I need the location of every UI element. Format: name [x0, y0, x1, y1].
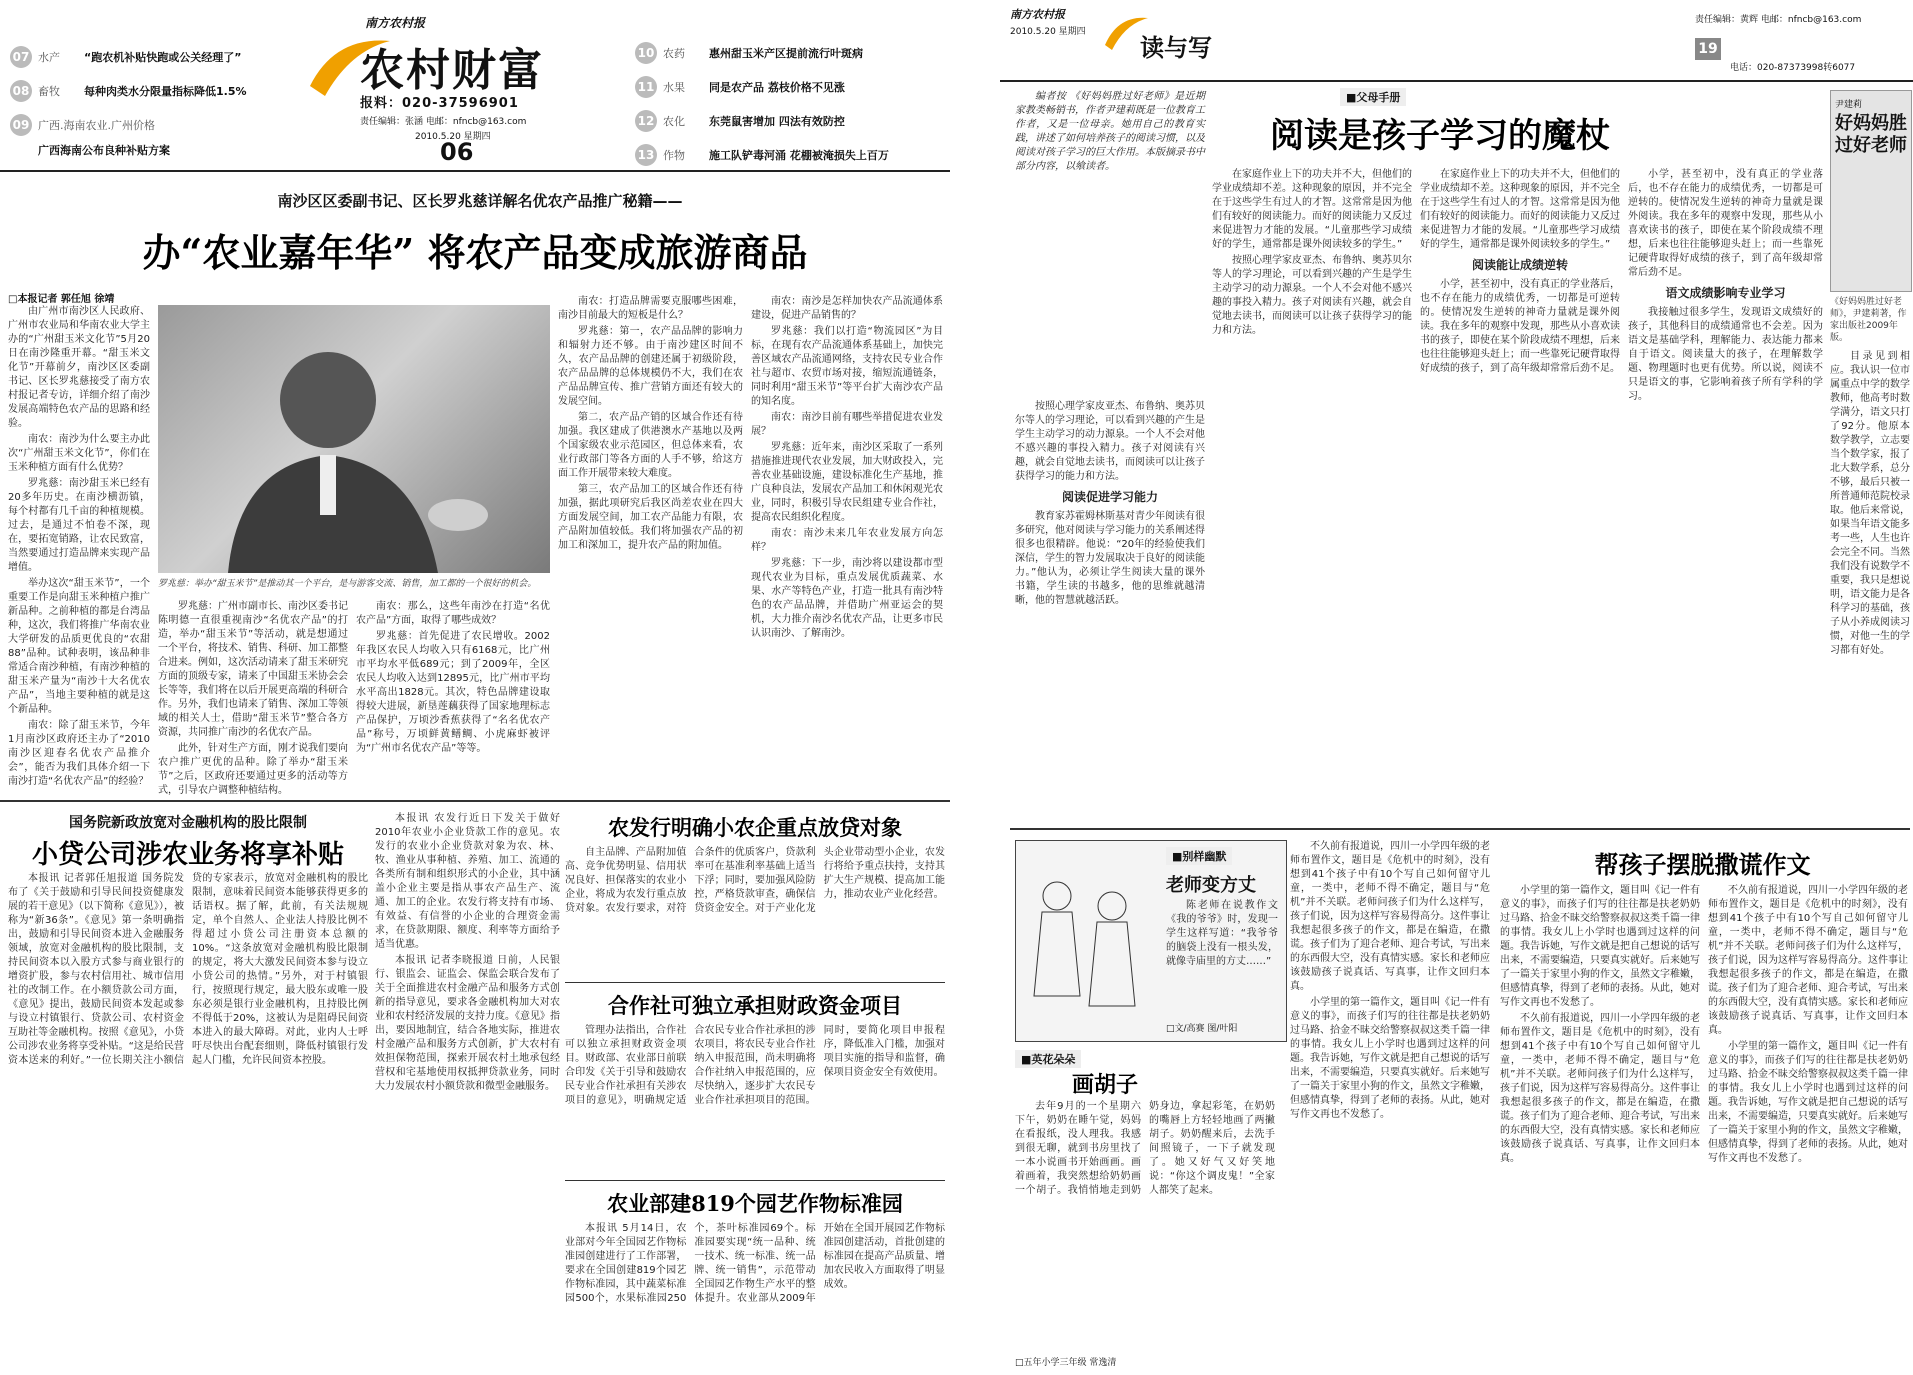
paragraph: 管理办法指出，合作社可以独立承担财政资金项目。财政部、农业部日前联合印发《关于引导和鼓励农民专业合作社承担有关涉农项目的意见》，明确规定适合农民专业合作社承担的涉农项目，将农民专业合作社纳入申报范围，尚未明确将合作社纳入申报范围的，应尽快纳入，逐步扩大农民专业合作社承担项目的范围。同时，要简化项目申报程序，降低准入门槛，加强对项目实施的指导和监督，确保项目资金安全有效使用。	[565, 1025, 945, 1106]
index-number: 08	[10, 80, 32, 102]
story4-headline: 合作社可独立承担财政资金项目	[608, 993, 902, 1018]
paragraph: 目录见到相应。我认识一位市属重点中学的数学教师，他高考时数学满分，语文只打了92分。他原本数学教学，立志要当个数学家，报了北大数学系，总分不够，最后只被一所普通师范院校录取。他后来常说，如果当年语文能多考一些，人生也许会完全不同。当然我们没有说数学不重要，我只是想说明，语文能力是各科学习的基础，孩子从小养成阅读习惯，对他一生的学习都有好处。	[1830, 351, 1910, 656]
section-title: 农村财富	[360, 45, 544, 96]
paragraph: 在家庭作业上下的功夫并不大，但他们的学业成绩却不差。这种现象的原因，并不完全在于这些学生有过人的才智。这常常是因为他们有较好的阅读能力。而好的阅读能力又反过来促进智力才能的发展。“儿童那些学习成绩好的学生，通常都是课外阅读较多的学生。”	[1420, 169, 1620, 250]
index-section: 作物	[663, 149, 685, 162]
paragraph: 此外，针对生产方面，刚才说我们要向农户推广更优的品种。除了举办“甜玉米节”之后，区政府还要通过更多的活动等方式，引导农户调整种植结构。	[158, 743, 348, 796]
index-number: 10	[635, 42, 657, 64]
paragraph: 自主品牌、产品附加值高、竞争优势明显、信用状况良好、担保落实的农业小企业，将成为农发行重点放贷对象。农发行要求，对符合条件的优质客户，贷款利率可在基准利率基础上适当下浮；同时，要加强风险防控，严格贷款审查，确保信贷资金安全。对于产业化龙头企业带动型小企业，农发行将给予重点扶持，支持其扩大生产规模、提高加工能力，推动农业产业化经营。	[565, 847, 945, 914]
main-column-2	[1212, 168, 1412, 818]
section-tag-humor: ■别样幽默	[1166, 847, 1232, 865]
paragraph: 小学里的第一篇作文，题目叫《记一件有意义的事》，而孩子们写的往往都是扶老奶奶过马路、拾金不昧交给警察叔叔这类千篇一律的事情。我女儿上小学时也遇到过这样的问题。我告诉她，写作文就是把自己想说的话写出来，不需要编造，只要真实就好。后来她写了一篇关于家里小狗的作文，虽然文字稚嫩，但感情真挚，得到了老师的表扬。从此，她对写作文再也不发愁了。	[1500, 885, 1700, 1008]
lead-column-3	[356, 600, 550, 790]
index-row[interactable]	[10, 108, 330, 142]
index-number: 07	[10, 46, 32, 68]
editor-line: 责任编辑：黄辉 电邮：nfncb@163.com	[1695, 15, 1862, 25]
essay-headline: 画胡子	[1071, 1072, 1138, 1098]
paragraph: 小学，甚至初中，没有真正的学业落后，也不存在能力的成绩优秀，一切都是可逆转的。使情况发生逆转的神奇力量就是课外阅读。我在多年的观察中发现，那些从小喜欢读书的孩子，即使在某个阶段成绩不理想，后来也往往能够迎头赶上；而一些靠死记硬背取得好成绩的孩子，到了高年级却常常后劲不足。	[1420, 279, 1620, 374]
index-text: 惠州甜玉米产区提前流行叶斑病	[709, 47, 863, 60]
paragraph: 南农：打造品牌需要克服哪些困难，南沙目前最大的短板是什么？	[558, 296, 743, 321]
lead-headline: 办“农业嘉年华” 将农产品变成旅游商品	[142, 230, 808, 275]
index-row[interactable]	[635, 36, 945, 70]
paragraph: 南农：除了甜玉米节，今年1月南沙区政府还主办了“2010南沙区迎春名优农产品推介会”，能否为我们具体介绍一下南沙打造“名优农产品”的经验？	[8, 720, 150, 787]
lead-column-2	[158, 600, 348, 796]
paragraph: 罗兆慈：第一，农产品品牌的影响力和辐射力还不够。由于南沙建区时间不久，农产品品牌的创建还属于初级阶段，农产品品牌的总体规模仍不大，我们在农产品品牌宣传、推广营销方面还有较大的发展空间。	[558, 326, 743, 407]
index-left	[10, 40, 330, 158]
paragraph: 按照心理学家皮亚杰、布鲁纳、奥苏贝尔等人的学习理论，可以看到兴趣的产生是学生主动学习的动力源泉。一个人不会对他不感兴趣的事投入精力。孩子对阅读有兴趣，就会自觉地去读书，而阅读可以让孩子获得学习的能力和方法。	[1015, 401, 1205, 482]
paper-name: 南方农村报	[365, 16, 426, 30]
paragraph: 举办这次“甜玉米节”，一个重要工作是向甜玉米种植户推广新品种。之前种植的都是台湾品种，这次，我们将推广华南农业大学研发的品质更优良的“农甜88”品种。试种表明，该品种非常适合南沙种植，有南沙种植的甜玉米产量为“南沙十大名优农产品”，当地主要种植的就是这个新品种。	[8, 578, 150, 715]
subhead-learning: 阅读促进学习能力	[1061, 490, 1158, 504]
index-section: 水产	[38, 51, 60, 64]
paragraph: 本报讯 5月14日，农业部对今年全国园艺作物标准园创建进行了工作部署，要求在全国创建819个园艺作物标准园，其中蔬菜标准园500个，水果标准园250个，茶叶标准园69个。标准园要实现“统一品种、统一技术、统一标准、统一品牌、统一销售”，示范带动全国园艺作物生产水平的整体提升。农业部从2009年开始在全国开展园艺作物标准园创建活动，首批创建的标准园在提高产品质量、增加农民收入方面取得了明显成效。	[565, 1223, 945, 1304]
index-row[interactable]	[635, 104, 945, 138]
paragraph: 本报讯 记者李晓报道 日前，人民银行、银监会、证监会、保监会联合发布了关于全面推进农村金融产品和服务方式创新的指导意见，要求各金融机构加大对农业和农村经济发展的支持力度。《意见》指出，要因地制宜，结合各地实际，推进农村金融产品和服务方式创新，扩大农村有效担保物范围，探索开展农村土地承包经营权和宅基地使用权抵押贷款业务，同时大力发展农村小额贷款和微型金融服务。	[375, 955, 560, 1092]
lead-byline: □本报记者 郭任旭 徐靖	[8, 294, 115, 305]
book-cover	[1830, 90, 1912, 292]
cartoon-box	[1015, 840, 1287, 1042]
story2-body	[375, 812, 560, 1367]
side-column	[1830, 350, 1910, 820]
right-newspaper-page	[1000, 0, 1913, 1375]
index-number: 12	[635, 110, 657, 132]
paragraph: 罗兆慈：下一步，南沙将以建设都市型现代农业为目标，重点发展优质蔬菜、水果、水产等特色产业，打造一批具有南沙特色的农产品品牌，并借助广州亚运会的契机，大力推介南沙名优农产品，让更多市民认识南沙、了解南沙。	[751, 558, 943, 639]
page-number: 06	[440, 138, 474, 166]
book-cover-author: 尹建莉	[1835, 100, 1863, 110]
index-text: 东莞鼠害增加 四法有效防控	[709, 115, 845, 128]
story1-headline: 小贷公司涉农业务将享补贴	[31, 840, 344, 870]
paragraph: 小学，甚至初中，没有真正的学业落后，也不存在能力的成绩优秀，一切都是可逆转的。使情况发生逆转的神奇力量就是课外阅读。我在多年的观察中发现，那些从小喜欢读书的孩子，即使在某个阶段成绩不理想，后来也往往能够迎头赶上；而一些靠死记硬背取得好成绩的孩子，到了高年级却常常后劲不足。	[1628, 169, 1823, 278]
index-number: 11	[635, 76, 657, 98]
index-row[interactable]	[635, 70, 945, 104]
paragraph: 罗兆慈：我们以打造“物流园区”为目标，在现有农产品流通体系基础上，加快完善区域农产品流通网络，支持农民专业合作社与超市、农贸市场对接，缩短流通链条，同时利用“甜玉米节”等平台扩大南沙农产品的知名度。	[751, 326, 943, 407]
index-number: 09	[10, 114, 32, 136]
main-column-3	[1420, 168, 1620, 818]
editor-line: 责任编辑：张涵 电邮：nfncb@163.com	[360, 117, 527, 127]
index-section: 农化	[663, 115, 685, 128]
lead-column-5	[751, 295, 943, 790]
paragraph: 南农：那么，这些年南沙在打造“名优农产品”方面，取得了哪些成效？	[356, 601, 550, 626]
section-divider	[1010, 828, 1910, 830]
lying-essay-column-1	[1290, 840, 1490, 1360]
story1-body	[8, 872, 368, 1367]
paper-name: 南方农村报	[1010, 8, 1065, 21]
essay-credit: □五年小学三年级 常逸清	[1015, 1358, 1117, 1368]
editor-note	[1015, 90, 1205, 390]
phone-line: 电话：020-87373998转6077	[1730, 63, 1856, 73]
photo-caption: 罗兆慈：举办“甜玉米节”是推动其一个平台，是与游客交流、销售，加工都的一个很好的机会。	[158, 579, 537, 589]
paragraph: 教育家苏霍姆林斯基对青少年阅读有很多研究，他对阅读与学习能力的关系阐述得很多也很精辟。他说：“20年的经验使我们深信，学生的智力发展取决于良好的阅读能力。”他认为，必须让学生阅读大量的课外书籍，学生读的书越多，他的思维就越清晰，他的智慧就越活跃。	[1015, 511, 1205, 606]
book-cover-title: 好妈妈胜过好老师	[1835, 113, 1907, 156]
left-newspaper-page	[0, 0, 950, 1375]
index-text: “跑农机补贴快跑或公关经理了”	[84, 51, 242, 64]
index-row[interactable]	[10, 142, 330, 158]
paragraph: 第二，农产品产销的区域合作还有待加强。我区建成了供港澳水产基地以及两个国家级农业示范园区，但总体来看，农业行政部门等各方面的人手不够，给这方面工作开展带来较大难度。	[558, 412, 743, 479]
date-line: 2010.5.20 星期四	[415, 132, 491, 142]
story3-headline: 农发行明确小农企重点放贷对象	[608, 815, 902, 840]
page-gutter	[950, 0, 1000, 1375]
index-section: 水果	[663, 81, 685, 94]
story3-body	[565, 846, 945, 976]
index-row[interactable]	[10, 40, 330, 74]
main-column-4	[1628, 168, 1823, 818]
paragraph: 罗兆慈：广州市副市长、南沙区委书记陈明德一直很重视南沙“名优农产品”的打造，举办“甜玉米节”等活动，就是想通过一个平台，将技术、销售、科研、加工都整合进来。例如，这次活动请来了甜玉米研究方面的顶级专家，请来了中国甜玉米协会会长等等，我们将在以后开展更高端的科研合作。另外，我们也请来了销售、深加工等领域的相关人士，借助“甜玉米节”整合各方资源，共同推广南沙的名优农产品。	[158, 601, 348, 738]
paragraph: 去年9月的一个星期六下午，奶奶在睡午觉，妈妈在看报纸，没人理我。我感到很无聊，就到书房里找了一本小说画书开始画画。画着画着，我突然想给奶奶画一个胡子。我悄悄地走到奶奶身边，拿起彩笔，在奶奶的嘴唇上方轻轻地画了两撇胡子。奶奶醒来后，去洗手间照镜子，一下子就发现了。她又好气又好笑地说：“你这个调皮鬼！”全家人都笑了起来。	[1015, 1101, 1275, 1196]
story-divider	[565, 982, 945, 983]
paragraph: 南农：南沙目前有哪些举措促进农业发展？	[751, 412, 943, 437]
lead-kicker: 南沙区区委副书记、区长罗兆慈详解名优农产品推广秘籍——	[277, 192, 683, 210]
index-row[interactable]	[10, 74, 330, 108]
subhead-chinese: 语文成绩影响专业学习	[1665, 286, 1786, 300]
hotline: 报料：020-37596901	[360, 96, 519, 111]
section-divider	[0, 800, 950, 802]
paragraph: 罗兆慈：近年来，南沙区采取了一系列措施推进现代农业发展，加大财政投入，完善农业基础设施，建设标准化生产基地，推广良种良法，发展农产品加工和休闲观光农业，同时，积极引导农民组建专业合作社，提高农民组织化程度。	[751, 442, 943, 523]
main-column-1	[1015, 400, 1205, 820]
paragraph: 不久前有报道说，四川一小学四年级的老师布置作文，题目是《危机中的时刻》，没有想到41个孩子中有10个写自己如何留守儿童，一类中，老师不得不确定，题目与“危机”并不关联。老师问孩子们为什么这样写，孩子们说，因为这样写容易得高分。这件事让我想起很多孩子的作文，都是在编造，在撒谎。孩子们为了迎合老师、迎合考试，写出来的东西假大空，没有真情实感。家长和老师应该鼓励孩子说真话、写真事，让作文回归本真。	[1708, 885, 1908, 1036]
left-masthead	[0, 0, 950, 172]
index-text: 广西海南公布良种补贴方案	[38, 144, 170, 157]
paragraph: 陈老师在说教作文《我的爷爷》时，发现一学生这样写道：“我爷爷的脑袋上没有一根头发，就像寺庙里的方丈……”	[1166, 900, 1278, 967]
main-headline: 阅读是孩子学习的魔杖	[1270, 116, 1610, 156]
date-line: 2010.5.20 星期四	[1010, 27, 1086, 37]
paragraph: 不久前有报道说，四川一小学四年级的老师布置作文，题目是《危机中的时刻》，没有想到41个孩子中有10个写自己如何留守儿童，一类中，老师不得不确定，题目与“危机”并不关联。老师问孩子们为什么这样写，孩子们说，因为这样写容易得高分。这件事让我想起很多孩子的作文，都是在编造，在撒谎。孩子们为了迎合老师、迎合考试，写出来的东西假大空，没有真情实感。家长和老师应该鼓励孩子说真话、写真事，让作文回归本真。	[1500, 1013, 1700, 1164]
paragraph: 按照心理学家皮亚杰、布鲁纳、奥苏贝尔等人的学习理论，可以看到兴趣的产生是学生主动学习的动力源泉。一个人不会对他不感兴趣的事投入精力。孩子对阅读有兴趣，就会自觉地去读书，而阅读可以让孩子获得学习的能力和方法。	[1212, 255, 1412, 336]
story5-headline: 农业部建819个园艺作物标准园	[607, 1191, 903, 1216]
paragraph: 南农：南沙是怎样加快农产品流通体系建设，促进产品销售的？	[751, 296, 943, 321]
lying-essay-column-2	[1500, 884, 1700, 1360]
paragraph: 小学里的第一篇作文，题目叫《记一件有意义的事》，而孩子们写的往往都是扶老奶奶过马路、拾金不昧交给警察叔叔这类千篇一律的事情。我女儿上小学时也遇到过这样的问题。我告诉她，写作文就是把自己想说的话写出来，不需要编造，只要真实就好。后来她写了一篇关于家里小狗的作文，虽然文字稚嫩，但感情真挚，得到了老师的表扬。从此，她对写作文再也不发愁了。	[1290, 997, 1490, 1120]
index-section: 畜牧	[38, 85, 60, 98]
paragraph: 编者按 《好妈妈胜过好老师》是近期家教类畅销书，作者尹建莉既是一位教育工作者，又是一位母亲。她用自己的教育实践，讲述了如何培养孩子的阅读习惯，以及阅读对孩子学习的巨大作用。本版摘录书中部分内容，以飨读者。	[1015, 91, 1205, 172]
story-divider	[565, 1180, 945, 1181]
index-text: 施工队铲毒河涌 花棚被淹损失上百万	[709, 149, 889, 162]
official-photo	[158, 305, 550, 573]
subhead-reversal: 阅读能让成绩逆转	[1471, 258, 1568, 272]
cartoon-monks-icon	[1022, 846, 1152, 1036]
book-caption: 《好妈妈胜过好老师》，尹建莉著，作家出版社2009年版。	[1830, 297, 1907, 343]
story1-kicker: 国务院新政放宽对金融机构的股比限制	[69, 815, 307, 831]
lead-column-1	[8, 305, 150, 787]
index-section: 农药	[663, 47, 685, 60]
paragraph: 由广州市南沙区人民政府、广州市农业局和华南农业大学主办的“广州甜玉米文化节”5月20日在南沙隆重开幕。“甜玉米文化节”开幕前夕，南沙区区委副书记、区长罗兆慈接受了南方农村报记者专访，详细介绍了南沙发展高端特色农产品的思路和经验。	[8, 306, 150, 429]
person-silhouette-icon	[158, 305, 550, 573]
paragraph: 不久前有报道说，四川一小学四年级的老师布置作文，题目是《危机中的时刻》，没有想到41个孩子中有10个写自己如何留守儿童，一类中，老师不得不确定，题目与“危机”并不关联。老师问孩子们为什么这样写，孩子们说，因为这样写容易得高分。这件事让我想起很多孩子的作文，都是在编造，在撒谎。孩子们为了迎合老师、迎合考试，写出来的东西假大空，没有真情实感。家长和老师应该鼓励孩子说真话、写真事，让作文回归本真。	[1290, 841, 1490, 992]
essay-body	[1015, 1100, 1275, 1350]
index-text: 同是农产品 荔枝价格不见涨	[709, 81, 845, 94]
paragraph: 本报讯 记者郭任旭报道 国务院发布了《关于鼓励和引导民间投资健康发展的若干意见》（以下简称《意见》），被称为“新36条”。《意见》第一条明确指出，鼓励和引导民间资本进入金融服务领域，放宽对金融机构的股比限制，支持民间资本以入股方式参与商业银行的增资扩股，参与农村信用社、城市信用社的改制工作。在小额贷款公司方面，《意见》提出，鼓励民间资本发起或参与设立村镇银行、贷款公司、农村资金互助社等金融机构。按照《意见》，小贷公司涉农业务将享受补贴。“这是给民营资本送来的利好。”一位长期关注小额信贷的专家表示，放宽对金融机构的股比限制，意味着民间资本能够获得更多的话语权。据了解，此前，有关法规规定，单个自然人、企业法人持股比例不得超过小贷公司注册资本总额的10%。“这条放宽对金融机构股比限制的规定，将大大激发民间资本参与设立小贷公司的热情。”另外，对于村镇银行，按照现行规定，最大股东或唯一股东必须是银行业金融机构，且持股比例不得低于20%，这被认为是阻碍民间资本进入的最大障碍。对此，业内人士呼吁尽快出台配套细则，降低村镇银行发起人门槛，允许民间资本控股。	[8, 873, 368, 1066]
cartoon-credit: □文/高赛 图/叶阳	[1166, 1024, 1238, 1034]
cartoon-title: 老师变方丈	[1166, 875, 1256, 896]
paragraph: 罗兆慈：南沙甜玉米已经有20多年历史。在南沙横沥镇，每个村都有几千亩的种植规模。过去，是通过不怕卷不深，现在，要拓宽销路，让农民致富，当然要通过打造品牌来实现产品增值。	[8, 478, 150, 573]
paragraph: 第三，农产品加工的区域合作还有待加强，据此项研究后我区尚差农业在四大方面发展空间，加工农产品能力有限，农产品附加值较低。我们将加强农产品的初加工和深加工，提升农产品的附加值。	[558, 484, 743, 551]
lead-column-4	[558, 295, 743, 790]
lying-essay-headline: 帮孩子摆脱撒谎作文	[1594, 850, 1811, 879]
index-right	[635, 36, 945, 172]
section-tag-parenting: ■父母手册	[1340, 88, 1406, 106]
cartoon-text	[1166, 899, 1278, 1014]
right-masthead	[1000, 0, 1913, 82]
paragraph: 在家庭作业上下的功夫并不大，但他们的学业成绩却不差。这种现象的原因，并不完全在于这些学生有过人的才智。这常常是因为他们有较好的阅读能力。而好的阅读能力又反过来促进智力才能的发展。“儿童那些学习成绩好的学生，通常都是课外阅读较多的学生。”	[1212, 169, 1412, 250]
paragraph: 我接触过很多学生，发现语文成绩好的孩子，其他科目的成绩通常也不会差。因为语文是基础学科，理解能力、表达能力都来自于语文。阅读量大的孩子，在理解数学题、物理题时也更有优势。所以说，阅读不只是语文的事，它影响着孩子所有学科的学习。	[1628, 307, 1823, 402]
index-section: 广西.海南农业.广州价格	[38, 119, 155, 132]
section-tag-flowers: ■英花朵朵	[1015, 1050, 1081, 1068]
section-title: 读与写	[1140, 33, 1212, 62]
index-number: 13	[635, 144, 657, 166]
index-row[interactable]	[635, 138, 945, 172]
lying-essay-column-3	[1708, 884, 1908, 1360]
paragraph: 小学里的第一篇作文，题目叫《记一件有意义的事》，而孩子们写的往往都是扶老奶奶过马路、拾金不昧交给警察叔叔这类千篇一律的事情。我女儿上小学时也遇到过这样的问题。我告诉她，写作文就是把自己想说的话写出来，不需要编造，只要真实就好。后来她写了一篇关于家里小狗的作文，虽然文字稚嫩，但感情真挚，得到了老师的表扬。从此，她对写作文再也不发愁了。	[1708, 1041, 1908, 1164]
page-number: 19	[1695, 38, 1721, 60]
index-text: 每种肉类水分限量指标降低1.5%	[84, 85, 247, 98]
paragraph: 本报讯 农发行近日下发关于做好2010年农业小企业贷款工作的意见。农发行的农业小企业贷款对象为农、林、牧、渔业从事种植、养殖、加工、流通的各类所有制和组织形式的小企业，其中涵盖小企业主要是指从事农产品生产、流通、加工的企业。农发行将支持有市场、有效益、有信誉的小企业的合理资金需求，在贷款期限、额度、利率等方面给予适当优惠。	[375, 813, 560, 950]
masthead-logo-block	[305, 8, 635, 166]
paragraph: 南农：南沙未来几年农业发展方向怎样？	[751, 528, 943, 553]
story5-body	[565, 1222, 945, 1367]
story4-body	[565, 1024, 945, 1174]
paragraph: 南农：南沙为什么要主办此次“广州甜玉米文化节”，你们在玉米种植方面有什么优势？	[8, 434, 150, 473]
paragraph: 罗兆慈：首先促进了农民增收。2002年我区农民人均收入只有6168元，比广州市平均水平低689元；到了2009年，全区农民人均收入达到12895元，比广州市平均水平高出1828元。其次，特色品牌建设取得较大进展，新垦莲藕获得了国家地理标志产品保护，万顷沙香蕉获得了“名名优农产品”称号，万顷鲜黄鳝鲷、小虎麻虾被评为“广州市名优农产品”等等。	[356, 631, 550, 754]
